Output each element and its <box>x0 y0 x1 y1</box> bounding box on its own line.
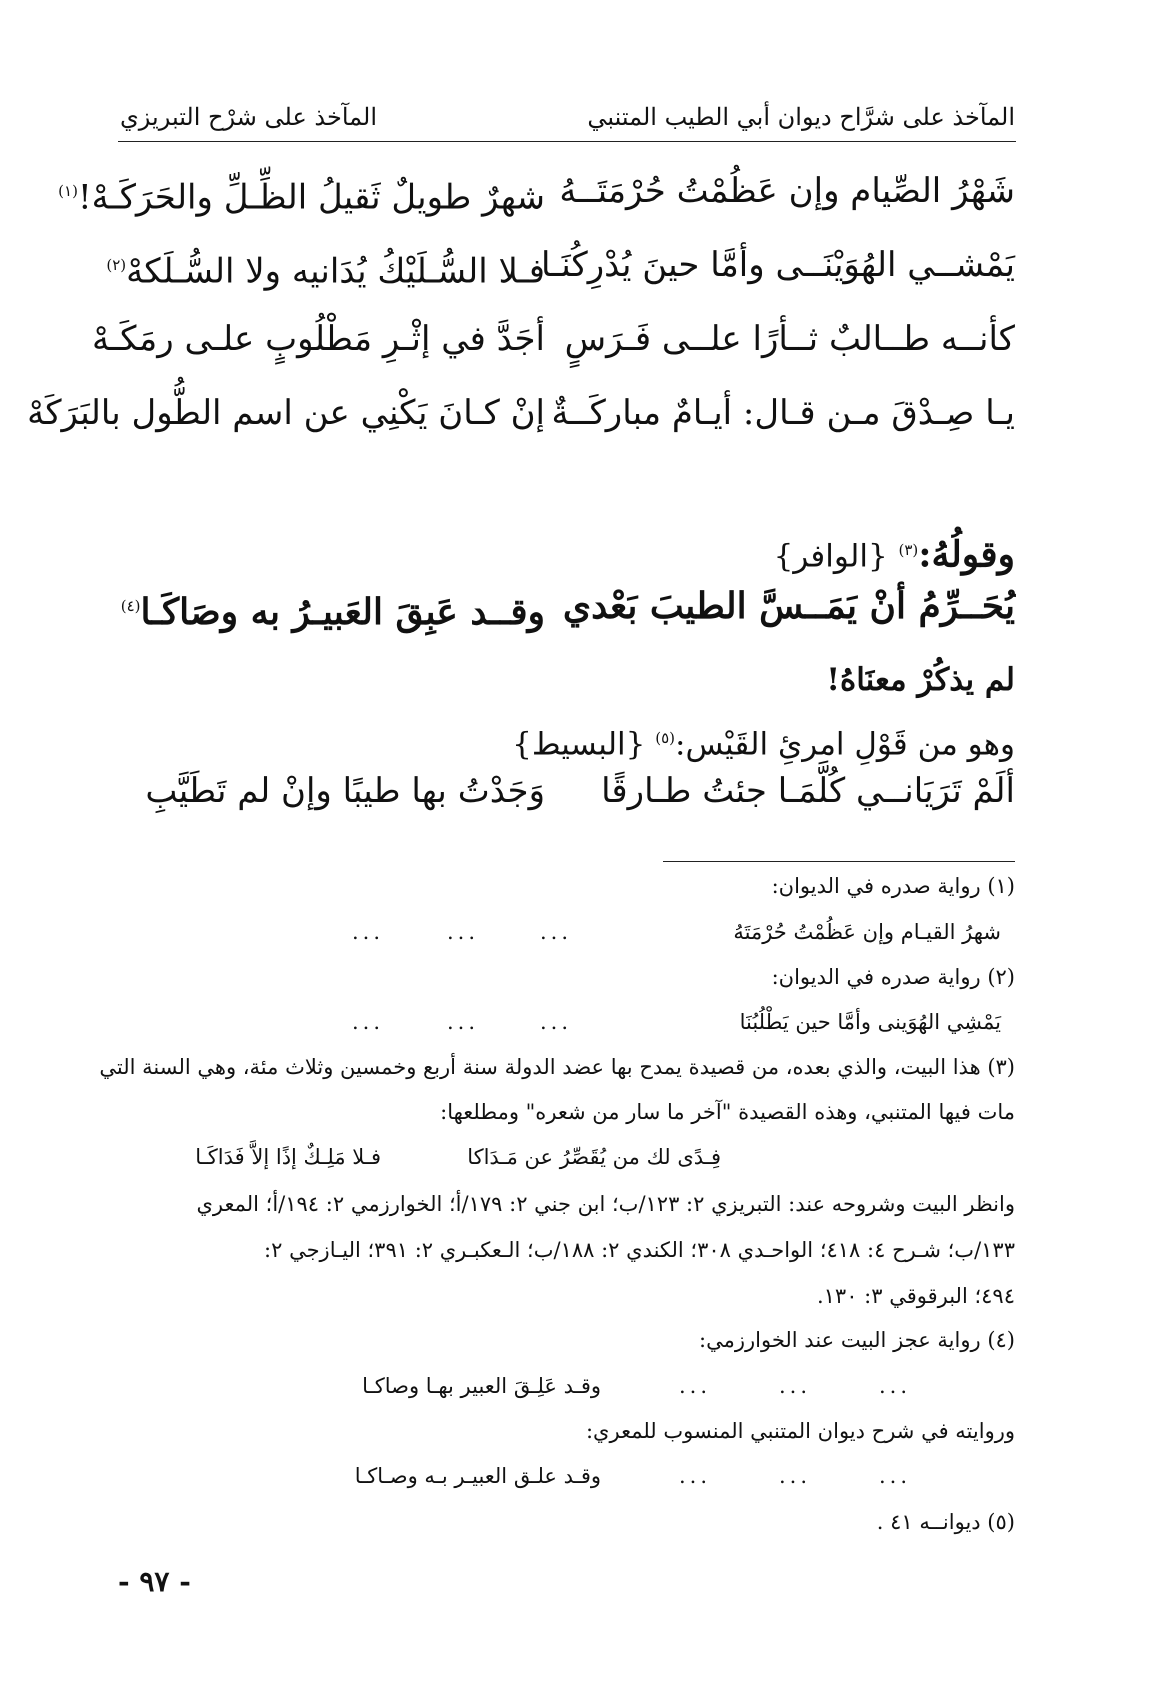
footnote-5: (٥) ديوانــه ٤١ . <box>876 1510 1015 1534</box>
footnote-separator <box>663 861 1015 862</box>
verse-line <box>92 316 1015 390</box>
ellipsis: ... <box>540 920 573 944</box>
ellipsis: ... <box>540 1010 573 1034</box>
ellipsis: ... <box>447 920 480 944</box>
poem-top <box>27 168 1015 464</box>
footnote-2-label: (٢) رواية صدره في الديوان: <box>771 965 1015 989</box>
footnote-3-verse-first: فِـدًى لك من يُقَصِّرُ عن مَـدَاكا <box>467 1145 721 1169</box>
source-intro: وهو من قَوْلِ امرئِ القَيْس:$^{(٥)}$ {البسيط} <box>512 726 1015 763</box>
page-number: - ٩٧ - <box>118 1565 191 1598</box>
footnote-4-line-2: وروايته في شرح ديوان المتنبي المنسوب للمعري: <box>585 1419 1015 1443</box>
header-chapter-title: المآخذ على شرْح التبريزي <box>120 103 378 131</box>
footnote-3-line-1: (٣) هذا البيت، والذي بعده، من قصيدة يمدح بها عضد الدولة سنة أربع وخمسين وثلاث مئة، وهي السنة التي <box>99 1055 1015 1079</box>
verse-line <box>27 390 1015 464</box>
verse-first-hemistich: يَمْشــي الهُوَيْنَــى وأمَّا حينَ يُدْرِكُنَـا <box>540 245 1015 285</box>
verse-second-hemistich: شهرٌ طويلٌ ثَقيلُ الظِّـلِّ والحَرَكَـهْ!$^{(١)}$ <box>58 177 545 218</box>
verse-first-hemistich: يُحَــرِّمُ أنْ يَمَــسَّ الطيبَ بَعْدي <box>562 585 1015 627</box>
ellipsis: ... <box>878 1374 911 1398</box>
footnote-ref: (١) <box>58 182 78 200</box>
footnote-1-verse: شهرُ القيـام وإن عَظُمْتُ حُرْمَتَهُ <box>733 920 1001 944</box>
verse-second-hemistich: إنْ كـانَ يَكْنِي عن اسم الطُّول بالبَرَكَهْ <box>27 393 545 433</box>
verse-second-hemistich: فـلا السُّـلَيْكُ يُدَانيه ولا السُّـلَكهْ$^{(٢)}$ <box>106 251 545 292</box>
verse-second-hemistich: وقــد عَبِقَ العَبيـرُ به وصَاكَـا$^{(٤)}$ <box>120 591 545 633</box>
footnote-4-label: (٤) رواية عجز البيت عند الخوارزمي: <box>699 1328 1015 1352</box>
ellipsis: ... <box>678 1374 711 1398</box>
header-rule <box>118 141 1016 142</box>
footnote-ref: (٢) <box>106 256 127 274</box>
footnote-3-line-4: ١٣٣/ب؛ شـرح ٤: ٤١٨؛ الواحـدي ٣٠٨؛ الكندي ٢: ١٨٨/ب؛ الـعكبـري ٢: ٣٩١؛ اليـازجي ٢: <box>264 1238 1015 1262</box>
header-book-title: المآخذ على شرَّاح ديوان أبي الطيب المتنبي <box>587 103 1015 131</box>
running-header <box>120 102 1015 132</box>
footnote-3-verse-second: فـلا مَلِـكٌ إذًا إلاَّ فَدَاكَـا <box>195 1145 381 1169</box>
comment-line: لم يذكُرْ معنَاهُ! <box>826 662 1015 698</box>
footnote-2-verse: يَمْشِي الهُوَينى وأمَّا حين يَطْلُبُنَا <box>739 1010 1001 1034</box>
ellipsis: ... <box>878 1464 911 1488</box>
footnote-3-line-3: وانظر البيت وشروحه عند: التبريزي ٢: ١٢٣/ب؛ ابن جني ٢: ١٧٩/أ؛ الخوارزمي ٢: ١٩٤/أ؛ المعري <box>196 1192 1015 1216</box>
source-verse <box>120 768 1015 842</box>
footnote-ref: (٣) <box>898 541 919 559</box>
footnote-4-verse: وقـد عَلِـقَ العبير بهـا وصاكـا <box>362 1374 601 1398</box>
footnote-4-verse-2: وقـد علـق العبيـر بـه وصـاكـا <box>354 1464 601 1488</box>
ellipsis: ... <box>778 1464 811 1488</box>
footnote-ref: (٤) <box>120 597 141 615</box>
ellipsis: ... <box>447 1010 480 1034</box>
meter-label: {البسيط} <box>512 726 646 763</box>
footnote-3-line-2: مات فيها المتنبي، وهذه القصيدة "آخر ما سار من شعره" ومطلعها: <box>440 1100 1015 1124</box>
meter-label: {الوافر} <box>773 538 888 575</box>
verse-first-hemistich: شَهْرُ الصِّيام وإن عَظُمْتُ حُرْمَتَــهُ <box>559 171 1015 211</box>
verse-first-hemistich: يـا صِـدْقَ مـن قـال: أيـامٌ مباركَــةٌ <box>551 393 1015 433</box>
verse-line <box>120 583 1015 657</box>
verse-second-hemistich: وَجَدْتُ بها طيبًا وإنْ لم تَطَيَّبِ <box>145 771 545 811</box>
verse-intro: وقولُهُ:$^{(٣)}$ {الوافر} <box>773 533 1015 576</box>
ellipsis: ... <box>352 1010 385 1034</box>
footnote-1-label: (١) رواية صدره في الديوان: <box>771 874 1015 898</box>
verse-second-hemistich: أجَدَّ في إثْـرِ مَطْلُوبٍ علـى رمَكَـهْ <box>92 319 545 359</box>
verse-first-hemistich: كأنــه طــالبٌ ثــأرًا علــى فَـرَسٍ <box>564 319 1015 359</box>
footnote-3-line-5: ٤٩٤؛ البرقوقي ٣: ١٣٠. <box>816 1284 1015 1308</box>
ellipsis: ... <box>778 1374 811 1398</box>
footnote-ref: (٥) <box>655 729 676 747</box>
main-verse <box>120 583 1015 657</box>
verse-line <box>120 768 1015 842</box>
ellipsis: ... <box>352 920 385 944</box>
ellipsis: ... <box>678 1464 711 1488</box>
verse-line <box>58 168 1015 242</box>
verse-line <box>106 242 1015 316</box>
verse-first-hemistich: ألَمْ تَرَيَانــي كُلَّمَـا جئتُ طـارقًا <box>601 771 1015 811</box>
